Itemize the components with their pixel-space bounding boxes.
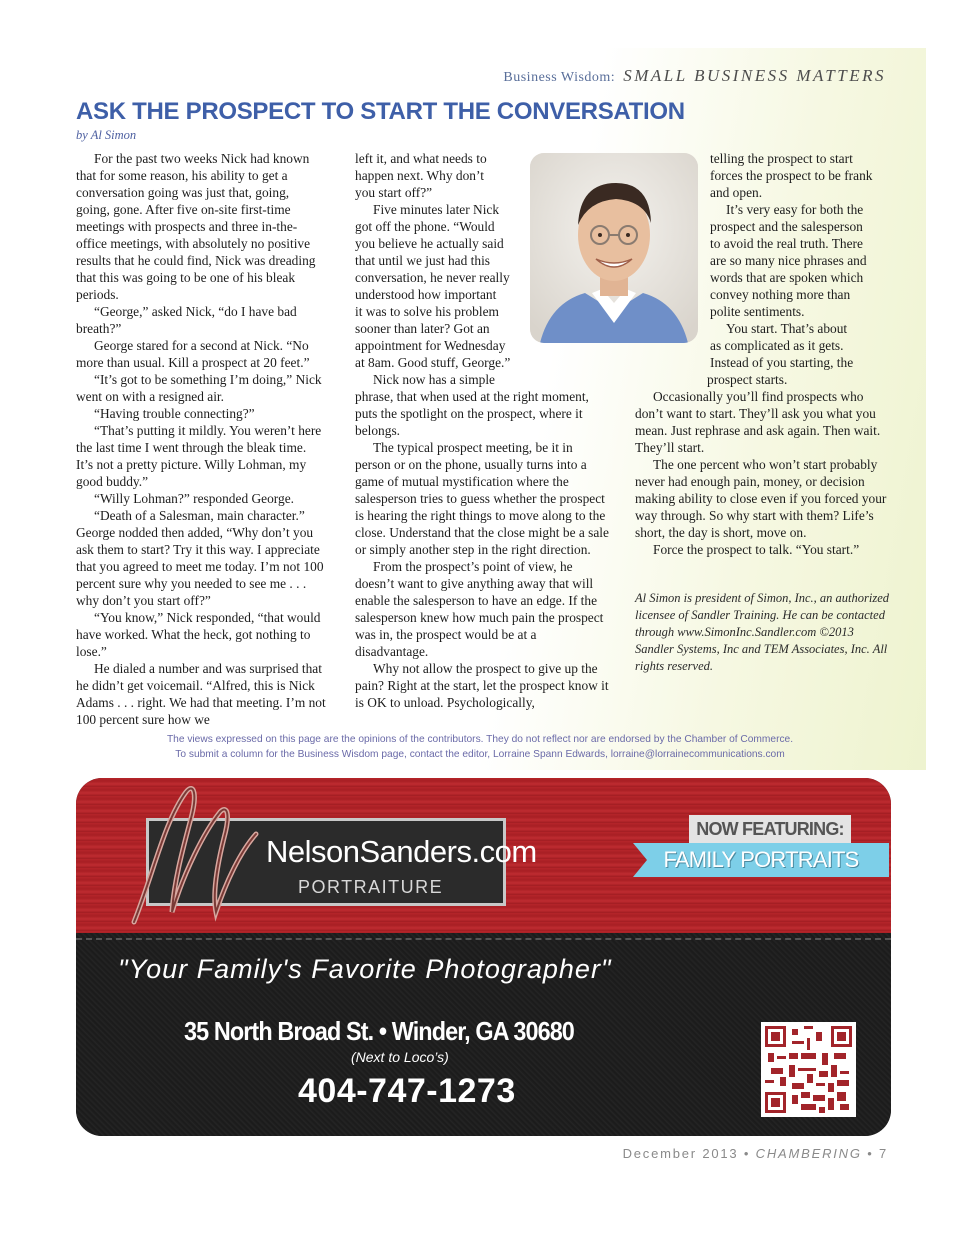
text-line: to avoid the real truth. There [710,236,863,251]
author-bio: Al Simon is president of Simon, Inc., an authorized licensee of Sandler Training. He can be contacted through www.SimonInc.Sandler.com ©2013 Sandler Systems, Inc and TEM Associates, Inc. All rights reserved. [635,591,890,673]
text-line: words that are spoken which [710,270,864,285]
text-line: forces the prospect to be frank [710,168,873,183]
text-line: happen next. Why don’t [355,168,484,183]
footer-page-number: 7 [878,1146,888,1161]
text-line: you believe he actually said [355,236,504,251]
ad-tagline: "Your Family's Favorite Photographer" [118,954,612,984]
footer-magazine: CHAMBERING [755,1146,862,1161]
text-line: polite sentiments. [710,304,805,319]
ad-address-note: (Next to Loco’s) [351,1049,449,1065]
ad-address: 35 North Broad St. • Winder, GA 30680 [184,1016,574,1046]
paragraph: “That’s putting it mildly. You weren’t here the last time I went through the bleak time. It’s not a pretty picture. Willy Lohman, my good buddy.” [76,423,322,489]
text-line: you start off?” [355,185,433,200]
section-title: SMALL BUSINESS MATTERS [623,66,886,85]
text-line: left it, and what needs to [355,151,487,166]
paragraph: Occasionally you’ll find prospects who don’t want to start. They’ll ask you what you mean. Just rephrase and ask again. Then wait. They’ll start. [635,389,881,455]
article-title: ASK THE PROSPECT TO START THE CONVERSATION [76,98,685,125]
paragraph: “Willy Lohman?” responded George. [94,491,295,506]
text-line: and open. [710,185,763,200]
footer-separator: • [861,1146,879,1161]
text-line: telling the prospect to start [710,151,853,166]
featured-text: FAMILY PORTRAITS [663,847,859,872]
text-line: that until we just had this [355,253,491,268]
section-label: Business Wisdom: [503,70,616,85]
text-line: got off the phone. “Would [355,219,495,234]
paragraph: “Death of a Salesman, main character.” George nodded then added, “Why don’t you ask them to start? Try it this way. I appreciate that you agreed to meet me today. I’m not 100 percent sure why you needed to see me . . . why don’t you start off?” [76,508,324,608]
text-line: it was to solve his problem [355,304,499,319]
text-line: convey nothing more than [710,287,851,302]
paragraph: “George,” asked Nick, “do I have bad breath?” [76,304,297,336]
article-byline: by Al Simon [76,128,137,142]
ad-phone[interactable]: 404-747-1273 [298,1072,516,1110]
disclaimer-line-1: The views expressed on this page are the opinions of the contributors. They do not reflect nor are endorsed by the Chamber of Commerce. [166,734,794,745]
ad-logo-name: NelsonSanders.com [266,834,537,869]
article-column-3 [635,150,887,558]
text-line: appointment for Wednesday [355,338,506,353]
text-line: as complicated as it gets. [710,338,844,353]
text-line: Nick now has a simple [373,372,495,387]
paragraph: “It’s got to be something I’m doing,” Nick went on with a resigned air. [76,372,322,404]
text-line: at 8am. Good stuff, George.” [355,355,511,370]
text-line: sooner than later? Got an [355,321,490,336]
paragraph: From the prospect’s point of view, he doesn’t want to give anything away that will enable the salesperson to have an edge. If the salesperson knew how much pain the prospect was in, the prospect would be at a disadvantage. [355,559,604,659]
text-line: Instead of you starting, the [710,355,854,370]
text-line: prospect and the salesperson [710,219,863,234]
now-featuring-label: NOW FEATURING: [689,815,851,843]
paragraph: He dialed a number and was surprised that he didn’t get voicemail. “Alfred, this is Nick Adams . . . right. We had that meeting. I’m not 100 percent sure how we [76,661,326,727]
paragraph: “Having trouble connecting?” [94,406,255,421]
paragraph: Why not allow the prospect to give up the pain? Right at the start, let the prospect know it is OK to unload. Psychologically, [355,661,609,710]
text-line: Five minutes later Nick [373,202,500,217]
footer-date: December 2013 [622,1146,739,1161]
paragraph: Force the prospect to talk. “You start.” [653,542,860,557]
page-footer [623,1146,888,1161]
paragraph: “You know,” Nick responded, “that would have worked. What the heck, got nothing to lose.” [76,610,321,659]
monogram-logo-icon [124,782,264,932]
text-line: are so many nice phrases and [710,253,867,268]
article-column-1 [76,150,326,728]
ad-stitch-divider [76,938,891,940]
paragraph: George stared for a second at Nick. “No more than usual. Kill a prospect at 20 feet.” [76,338,310,370]
text-line: prospect starts. [707,372,788,387]
paragraph: phrase, that when used at the right moment, puts the spotlight on the prospect, where it belongs. [355,389,589,438]
disclaimer-line-2: To submit a column for the Business Wisdom page, contact the editor, Lorraine Spann Edwards, lorraine@lorrainecommunications.com [175,749,785,760]
text-line: understood how important [355,287,497,302]
advertisement[interactable] [76,778,891,1136]
qr-code-graphic [765,1026,852,1113]
ad-logo-subtitle: PORTRAITURE [298,877,444,897]
qr-code-icon[interactable] [761,1022,856,1117]
text-line: You start. That’s about [726,321,848,336]
section-header [503,66,886,86]
paragraph: For the past two weeks Nick had known that for some reason, his ability to get a conversation going was just that, going, going, gone. After five on-site first-time meetings with prospects and three in-the-office meetings, with absolutely no positive results that he could find, Nick was dreading that this was going to be one of his bleak periods. [76,151,316,302]
paragraph: The typical prospect meeting, be it in person or on the phone, usually turns into a game of mutual mystification where the salesperson tries to guess whether the prospect is hearing the right things to move along to the close. Understand that the close might be a sale or simply another step in the right direction. [355,440,609,557]
text-line: It’s very easy for both the [726,202,864,217]
text-line: conversation, he never really [355,270,510,285]
footer-separator: • [738,1146,756,1161]
paragraph: The one percent who won’t start probably never had enough pain, money, or decision making ability to close even if you forced your way through. So why start with them? Life’s short, the day is short, move on. [635,457,887,540]
